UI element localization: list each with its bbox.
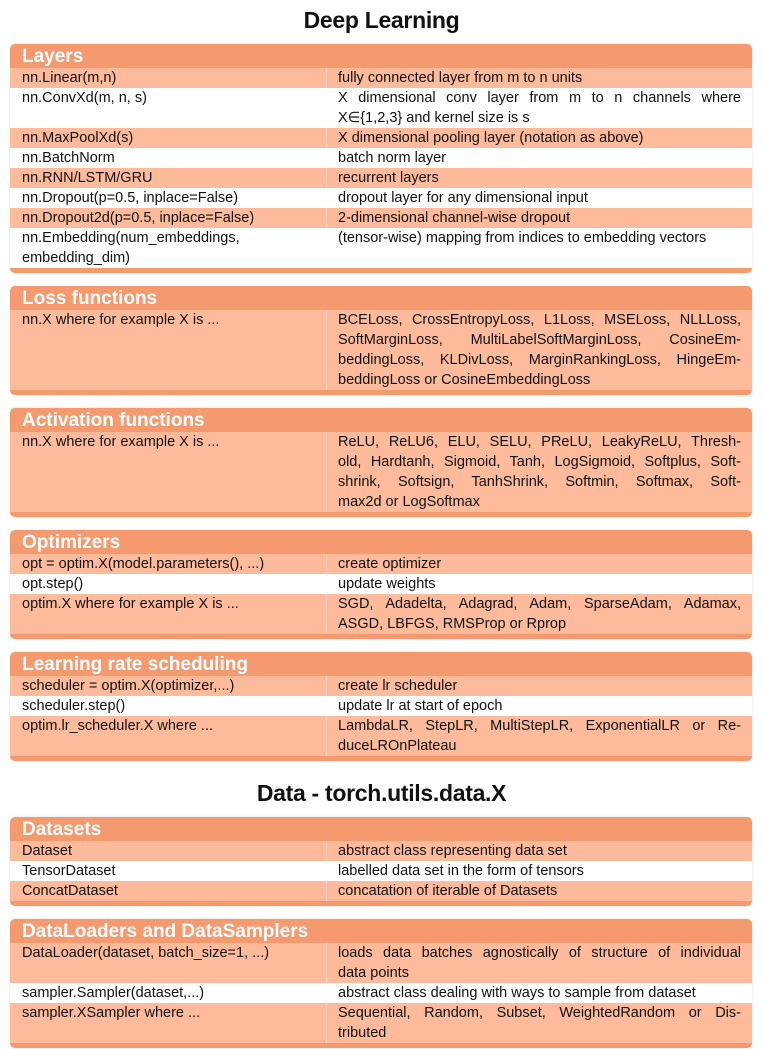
cell-line: dropout layer for any dimensional input [338, 190, 588, 206]
description-cell [327, 594, 752, 634]
cell-line: labelled data set in the form of tensors [338, 863, 584, 879]
table-header: Learning rate scheduling [10, 652, 752, 676]
code-cell [10, 574, 327, 594]
code-cell [10, 128, 327, 148]
description-cell [327, 841, 752, 861]
deep-learning-sections [0, 44, 763, 761]
code-cell [10, 881, 327, 901]
table-header: Layers [10, 44, 752, 68]
cell-line: old, Hardtanh, Sigmoid, Tanh, LogSigmoid, Softplus, Soft- [338, 454, 741, 470]
table-row [10, 574, 752, 594]
code-cell [10, 68, 327, 88]
data-sections [0, 817, 763, 1048]
cell-line: BCELoss, CrossEntropyLoss, L1Loss, MSELoss, NLLLoss, [338, 312, 741, 328]
table-row [10, 696, 752, 716]
section-title-data: Data - torch.utils.data.X [256, 780, 507, 806]
cell-line: create optimizer [338, 556, 442, 572]
description-cell [327, 88, 752, 128]
cell-line: nn.X where for example X is ... [22, 434, 220, 450]
table-dataloaders-and-datasamplers [10, 919, 752, 1048]
cell-line: 2-dimensional channel-wise dropout [338, 210, 571, 226]
cell-line: optim.lr_scheduler.X where ... [22, 718, 214, 734]
code-cell [10, 188, 327, 208]
description-cell [327, 208, 752, 228]
description-cell [327, 554, 752, 574]
cell-line: nn.Linear(m,n) [22, 70, 117, 86]
cell-line: duceLROnPlateau [338, 738, 457, 754]
cell-line: (tensor-wise) mapping from indices to embedding vectors [338, 230, 707, 246]
description-cell [327, 696, 752, 716]
description-cell [327, 148, 752, 168]
table-row [10, 432, 752, 512]
description-cell [327, 432, 752, 512]
cell-line: TensorDataset [22, 863, 116, 879]
description-cell [327, 861, 752, 881]
cell-line: abstract class dealing with ways to sample from dataset [338, 985, 696, 1001]
table-body [10, 432, 752, 512]
code-cell [10, 148, 327, 168]
description-cell [327, 574, 752, 594]
cell-line: nn.ConvXd(m, n, s) [22, 90, 147, 106]
table-row [10, 228, 752, 268]
cell-line: beddingLoss, KLDivLoss, MarginRankingLoss, HingeEm- [338, 352, 741, 368]
cell-line: SoftMarginLoss, MultiLabelSoftMarginLoss, CosineEm- [338, 332, 741, 348]
table-row [10, 676, 752, 696]
cell-line: loads data batches agnostically of structure of individual [338, 945, 741, 961]
cell-line: sampler.Sampler(dataset,...) [22, 985, 205, 1001]
cell-line: opt = optim.X(model.parameters(), ...) [22, 556, 265, 572]
description-cell [327, 1003, 752, 1043]
table-row [10, 943, 752, 983]
cell-line: nn.MaxPoolXd(s) [22, 130, 134, 146]
table-body [10, 943, 752, 1043]
description-cell [327, 310, 752, 390]
table-footer-bar [10, 268, 752, 273]
table-footer-bar [10, 390, 752, 395]
description-cell [327, 188, 752, 208]
table-row [10, 861, 752, 881]
table-optimizers [10, 530, 752, 639]
cell-line: DataLoader(dataset, batch_size=1, ...) [22, 945, 270, 961]
code-cell [10, 594, 327, 634]
cell-line: embedding_dim) [22, 250, 131, 266]
table-row [10, 310, 752, 390]
table-header: Loss functions [10, 286, 752, 310]
description-cell [327, 881, 752, 901]
code-cell [10, 88, 327, 128]
table-datasets [10, 817, 752, 906]
table-row [10, 68, 752, 88]
table-footer-bar [10, 901, 752, 906]
table-header: Optimizers [10, 530, 752, 554]
cell-line: Sequential, Random, Subset, WeightedRandom or Dis- [338, 1005, 741, 1021]
cell-line: ConcatDataset [22, 883, 118, 899]
table-row [10, 168, 752, 188]
table-activation-functions [10, 408, 752, 517]
code-cell [10, 696, 327, 716]
cell-line: concatation of iterable of Datasets [338, 883, 558, 899]
code-cell [10, 943, 327, 983]
cell-line: nn.Dropout2d(p=0.5, inplace=False) [22, 210, 255, 226]
cell-line: nn.Dropout(p=0.5, inplace=False) [22, 190, 239, 206]
cell-line: sampler.XSampler where ... [22, 1005, 201, 1021]
cell-line: abstract class representing data set [338, 843, 567, 859]
table-row [10, 208, 752, 228]
cell-line: batch norm layer [338, 150, 446, 166]
table-body [10, 554, 752, 634]
cell-line: shrink, Softsign, TanhShrink, Softmin, Softmax, Soft- [338, 474, 741, 490]
cell-line: update weights [338, 576, 436, 592]
table-row [10, 983, 752, 1003]
table-loss-functions [10, 286, 752, 395]
cell-line: SGD, Adadelta, Adagrad, Adam, SparseAdam, Adamax, [338, 596, 741, 612]
description-cell [327, 716, 752, 756]
description-cell [327, 228, 752, 268]
section-title-deep-learning: Deep Learning [303, 7, 460, 33]
cell-line: data points [338, 965, 409, 981]
table-row [10, 1003, 752, 1043]
description-cell [327, 983, 752, 1003]
code-cell [10, 716, 327, 756]
table-row [10, 128, 752, 148]
description-cell [327, 676, 752, 696]
table-footer-bar [10, 1043, 752, 1048]
code-cell [10, 208, 327, 228]
cell-line: update lr at start of epoch [338, 698, 503, 714]
table-body [10, 310, 752, 390]
description-cell [327, 128, 752, 148]
code-cell [10, 228, 327, 268]
table-body [10, 676, 752, 756]
description-cell [327, 943, 752, 983]
code-cell [10, 841, 327, 861]
table-header: Activation functions [10, 408, 752, 432]
table-footer-bar [10, 756, 752, 761]
table-footer-bar [10, 512, 752, 517]
cell-line: max2d or LogSoftmax [338, 494, 480, 510]
code-cell [10, 310, 327, 390]
table-row [10, 554, 752, 574]
table-learning-rate-scheduling [10, 652, 752, 761]
cell-line: create lr scheduler [338, 678, 458, 694]
code-cell [10, 1003, 327, 1043]
cell-line: ASGD, LBFGS, RMSProp or Rprop [338, 616, 567, 632]
table-header: Datasets [10, 817, 752, 841]
table-row [10, 841, 752, 861]
table-layers [10, 44, 752, 273]
cell-line: X dimensional pooling layer (notation as above) [338, 130, 644, 146]
table-row [10, 881, 752, 901]
cell-line: Dataset [22, 843, 72, 859]
cell-line: scheduler.step() [22, 698, 126, 714]
code-cell [10, 432, 327, 512]
cell-line: beddingLoss or CosineEmbeddingLoss [338, 372, 591, 388]
cell-line: X dimensional conv layer from m to n channels where [338, 90, 741, 106]
code-cell [10, 861, 327, 881]
cell-line: tributed [338, 1025, 387, 1041]
table-row [10, 188, 752, 208]
cell-line: fully connected layer from m to n units [338, 70, 583, 86]
code-cell [10, 554, 327, 574]
table-body [10, 841, 752, 901]
table-row [10, 716, 752, 756]
table-row [10, 88, 752, 128]
cell-line: opt.step() [22, 576, 84, 592]
cell-line: ReLU, ReLU6, ELU, SELU, PReLU, LeakyReLU, Thresh- [338, 434, 741, 450]
table-header: DataLoaders and DataSamplers [10, 919, 752, 943]
cell-line: nn.RNN/LSTM/GRU [22, 170, 153, 186]
description-cell [327, 168, 752, 188]
table-row [10, 148, 752, 168]
description-cell [327, 68, 752, 88]
cell-line: optim.X where for example X is ... [22, 596, 239, 612]
table-body [10, 68, 752, 268]
cell-line: nn.X where for example X is ... [22, 312, 220, 328]
code-cell [10, 676, 327, 696]
cell-line: scheduler = optim.X(optimizer,...) [22, 678, 235, 694]
cell-line: X∈{1,2,3} and kernel size is s [338, 110, 530, 126]
code-cell [10, 168, 327, 188]
cell-line: nn.Embedding(num_embeddings, [22, 230, 240, 246]
cell-line: nn.BatchNorm [22, 150, 115, 166]
table-row [10, 594, 752, 634]
code-cell [10, 983, 327, 1003]
table-footer-bar [10, 634, 752, 639]
cell-line: recurrent layers [338, 170, 439, 186]
cell-line: LambdaLR, StepLR, MultiStepLR, ExponentialLR or Re- [338, 718, 741, 734]
